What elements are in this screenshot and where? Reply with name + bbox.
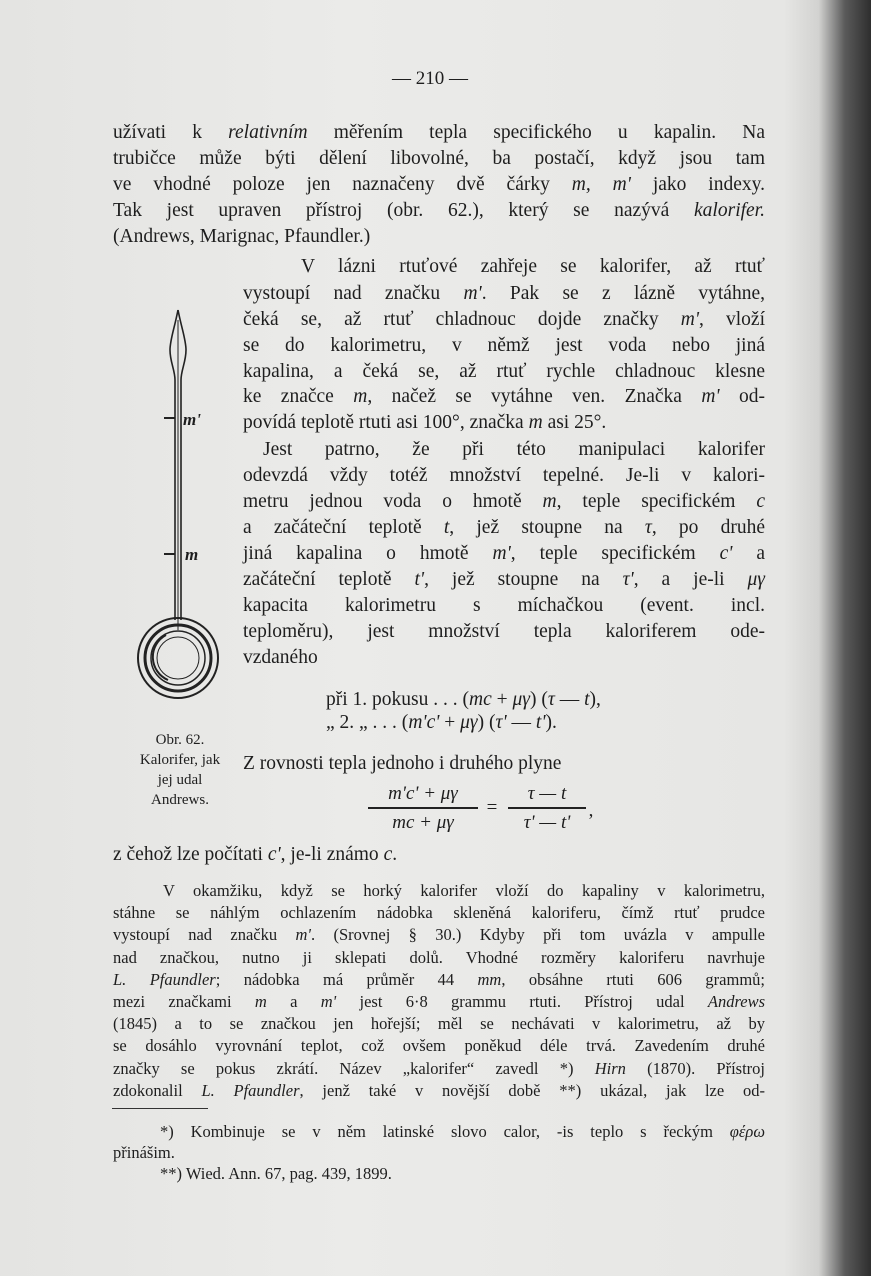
italic-text: τ' <box>495 712 507 733</box>
text-line <box>243 544 765 564</box>
text-line <box>113 994 765 1011</box>
text-line <box>113 905 765 922</box>
italic-text: c <box>383 844 393 865</box>
text-span: (Andrews, Marignac, Pfaundler.) <box>113 226 371 247</box>
text-span: . (Srovnej § 30.) Kdyby při tom uvázla v ampulle <box>310 925 766 945</box>
text-span: vystoupí nad značku <box>113 925 296 945</box>
italic-text: m' <box>320 992 337 1011</box>
text-span: povídá teplotě rtuti asi 100°, značka <box>243 412 529 433</box>
text-span: — <box>554 689 585 710</box>
text-span: metru jednou voda o hmotě <box>243 491 543 512</box>
text-span: , po druhé <box>651 517 766 538</box>
italic-text: relativním <box>228 122 308 143</box>
text-line <box>113 123 765 143</box>
text-line <box>243 570 765 590</box>
text-line <box>113 175 765 195</box>
text-line <box>113 149 765 169</box>
text-span: Tak jest upraven přístroj (obr. 62.), který se nazývá <box>113 200 695 221</box>
text-line <box>243 492 765 512</box>
text-span: vystoupí nad značku <box>243 283 464 304</box>
text-line <box>113 947 765 967</box>
text-line <box>113 227 765 247</box>
text-span: , jenž také v novější době **) ukázal, jak lze od- <box>299 1080 765 1100</box>
italic-text: τ' <box>622 569 634 590</box>
italic-text: t <box>443 517 450 538</box>
text-span: Jest patrno, že při této manipulaci kalorifer <box>263 439 765 460</box>
italic-text: τ <box>644 517 652 538</box>
text-span: jako indexy. <box>630 174 765 195</box>
page-number: — 210 — <box>392 68 468 89</box>
text-line <box>243 596 765 616</box>
text-line <box>160 1124 765 1141</box>
text-line <box>243 413 765 433</box>
italic-text: c <box>756 491 765 512</box>
fraction-bar <box>368 807 478 809</box>
italic-text: Hirn <box>594 1058 626 1078</box>
italic-text: mm <box>477 969 502 989</box>
text-span: užívati k <box>113 122 229 143</box>
text-line <box>243 336 765 356</box>
italic-text: m <box>528 412 543 433</box>
text-line <box>113 927 765 944</box>
text-span: — <box>506 712 536 733</box>
text-span: + <box>491 689 513 710</box>
footnote-rule <box>112 1108 208 1109</box>
text-span: přinášim. <box>113 1143 175 1162</box>
text-line <box>243 622 765 642</box>
text-span: se dosáhlo vyrovnání teplot, což ovšem poněkud déle trvá. Zavedením druhé <box>113 1036 765 1056</box>
text-line <box>113 1038 765 1055</box>
italic-text: c' <box>719 543 733 564</box>
italic-text: t' <box>414 569 425 590</box>
text-span: a <box>732 543 765 564</box>
text-span: , je-li známo <box>280 844 384 865</box>
text-span: ) ( <box>529 689 548 710</box>
text-span: nad značkou, nutno ji sklepati dolů. Vhodné rozměry kaloriferu navrhuje <box>113 947 765 967</box>
calorifer-illustration <box>120 300 240 700</box>
text-line <box>243 466 765 486</box>
italic-text: m' <box>295 925 311 945</box>
italic-text: m'c' <box>408 712 440 733</box>
text-span: od- <box>719 386 766 407</box>
text-span: začáteční teplotě <box>243 569 415 590</box>
text-span: se do kalorimetru, v němž jest voda nebo jiná <box>243 335 765 356</box>
text-span: stáhne se náhlým ochlazením nádobka skleněná kaloriferu, čímž rtuť prudce <box>113 903 765 923</box>
italic-text: m' <box>463 283 482 304</box>
italic-text: m, m' <box>571 174 631 195</box>
text-line <box>243 754 561 774</box>
text-span: a začáteční teplotě <box>243 517 444 538</box>
text-span: kapalina, a čeká se, až rtuť rychle chladnouc klesne <box>243 361 765 382</box>
italic-text: μγ <box>512 689 530 710</box>
figure-caption-line: Andrews. <box>151 792 209 808</box>
text-span: čeká se, až rtuť chladnouc dojde značky <box>243 309 681 330</box>
italic-text: c' <box>267 844 281 865</box>
text-line <box>326 690 601 710</box>
fraction-right-denominator: τ' — t' <box>523 812 571 833</box>
fraction-trail: , <box>588 800 594 821</box>
text-span: , jež stoupne na <box>424 569 623 590</box>
text-span: V okamžiku, když se horký kalorifer vloží do kapaliny v kalorimetru, <box>163 881 765 900</box>
italic-text: L. Pfaundler <box>113 969 216 989</box>
text-line <box>113 1080 765 1100</box>
text-span: , načež se vytáhne ven. Značka <box>367 386 702 407</box>
text-span: vzdaného <box>243 647 318 668</box>
italic-text: t' <box>535 712 546 733</box>
italic-text: τ <box>547 689 555 710</box>
text-line <box>113 969 765 989</box>
text-span: , teple specifickém <box>556 491 757 512</box>
text-line <box>243 518 765 538</box>
text-line <box>160 1166 392 1183</box>
fraction-right-numerator: τ — t <box>527 783 567 804</box>
italic-text: mc <box>469 689 492 710</box>
text-span: V lázni rtuťové zahřeje se kalorifer, až rtuť <box>301 256 765 277</box>
italic-text: μγ <box>747 569 765 590</box>
italic-text: m <box>353 386 368 407</box>
text-line <box>326 713 557 733</box>
italic-text: φέρω <box>729 1122 765 1141</box>
text-line <box>113 1016 765 1033</box>
italic-text: m' <box>492 543 511 564</box>
text-span: kapacita kalorimetru s míchačkou (event. incl. <box>243 595 765 616</box>
text-span: asi 25°. <box>542 412 607 433</box>
text-line <box>263 440 765 460</box>
text-span: měřením tepla specifického u kapalin. Na <box>307 122 765 143</box>
text-span: „ 2. „ . . . ( <box>326 712 409 733</box>
text-span: při 1. pokusu . . . ( <box>326 689 469 710</box>
text-line <box>243 648 765 668</box>
text-line <box>243 387 765 407</box>
text-span: ke značce <box>243 386 354 407</box>
text-span: **) Wied. Ann. 67, pag. 439, 1899. <box>160 1164 392 1183</box>
italic-text: Andrews <box>707 992 765 1011</box>
figure-caption-number: Obr. 62. <box>155 732 205 748</box>
text-span: mezi značkami <box>113 992 255 1011</box>
text-span: (1845) a to se značkou jen hořejší; měl se nechávati v kalorimetru, až by <box>113 1014 765 1034</box>
text-span: a <box>266 992 321 1011</box>
text-span: ve vhodné poloze jen naznačeny dvě čárky <box>113 174 572 195</box>
text-span: ; nádobka má průměr 44 <box>215 969 478 989</box>
text-span: zdokonalil <box>113 1080 202 1100</box>
figure-caption-line: jej udal <box>157 772 203 788</box>
figure-caption-line: Kalorifer, jak <box>139 752 221 768</box>
text-span: + <box>439 712 461 733</box>
text-span: , jež stoupne na <box>449 517 645 538</box>
italic-text: m <box>254 992 267 1011</box>
italic-text: L. Pfaundler <box>201 1080 300 1100</box>
italic-text: kalorifer. <box>694 200 765 221</box>
italic-text: m' <box>680 309 699 330</box>
text-line <box>113 1145 175 1162</box>
label-m-prime: m' <box>183 410 201 429</box>
text-span: , a je-li <box>633 569 748 590</box>
text-span: Z rovnosti tepla jednoho i druhého plyne <box>243 753 562 774</box>
fraction-left-denominator: mc + μγ <box>392 812 454 833</box>
text-span: teploměru), jest množství tepla kaloriferem ode- <box>243 621 765 642</box>
text-line <box>113 1058 765 1078</box>
text-span: trubičce může býti dělení libovolné, ba postačí, když jsou tam <box>113 148 765 169</box>
text-span: , obsáhne rtuti 606 grammů; <box>501 969 765 989</box>
fraction-left-numerator: m'c' + μγ <box>388 783 458 804</box>
text-span: , vloží <box>699 309 765 330</box>
text-span: ). <box>545 712 557 733</box>
text-line <box>243 362 765 382</box>
italic-text: t <box>584 689 590 710</box>
text-span: . <box>392 844 398 865</box>
text-span: jest 6·8 grammu rtuti. Přístroj udal <box>336 992 708 1011</box>
text-line <box>163 883 765 900</box>
text-span: *) Kombinuje se v něm latinské slovo calor, -is teplo s řeckým <box>160 1122 730 1141</box>
text-span: . Pak se z lázně vytáhne, <box>481 283 765 304</box>
text-line <box>301 257 765 277</box>
text-span: jiná kapalina o hmotě <box>243 543 493 564</box>
fraction-equals: = <box>486 797 498 818</box>
italic-text: m <box>542 491 557 512</box>
text-span: ), <box>589 689 601 710</box>
italic-text: m' <box>701 386 720 407</box>
text-span: ) ( <box>477 712 496 733</box>
text-line <box>243 284 765 304</box>
text-span: , teple specifickém <box>510 543 720 564</box>
text-span: z čehož lze počítati <box>113 844 268 865</box>
italic-text: μγ <box>460 712 478 733</box>
text-line <box>113 845 397 865</box>
label-m: m <box>185 545 199 564</box>
text-line <box>243 310 765 330</box>
text-span: (1870). Přístroj <box>625 1058 765 1078</box>
text-span: odevzdá vždy totéž množství tepelné. Je-li v kalori- <box>243 465 765 486</box>
fraction-bar <box>508 807 586 809</box>
text-line <box>113 201 765 221</box>
text-span: značky se pokus zkrátí. Název „kalorifer“ zavedl *) <box>113 1058 595 1078</box>
